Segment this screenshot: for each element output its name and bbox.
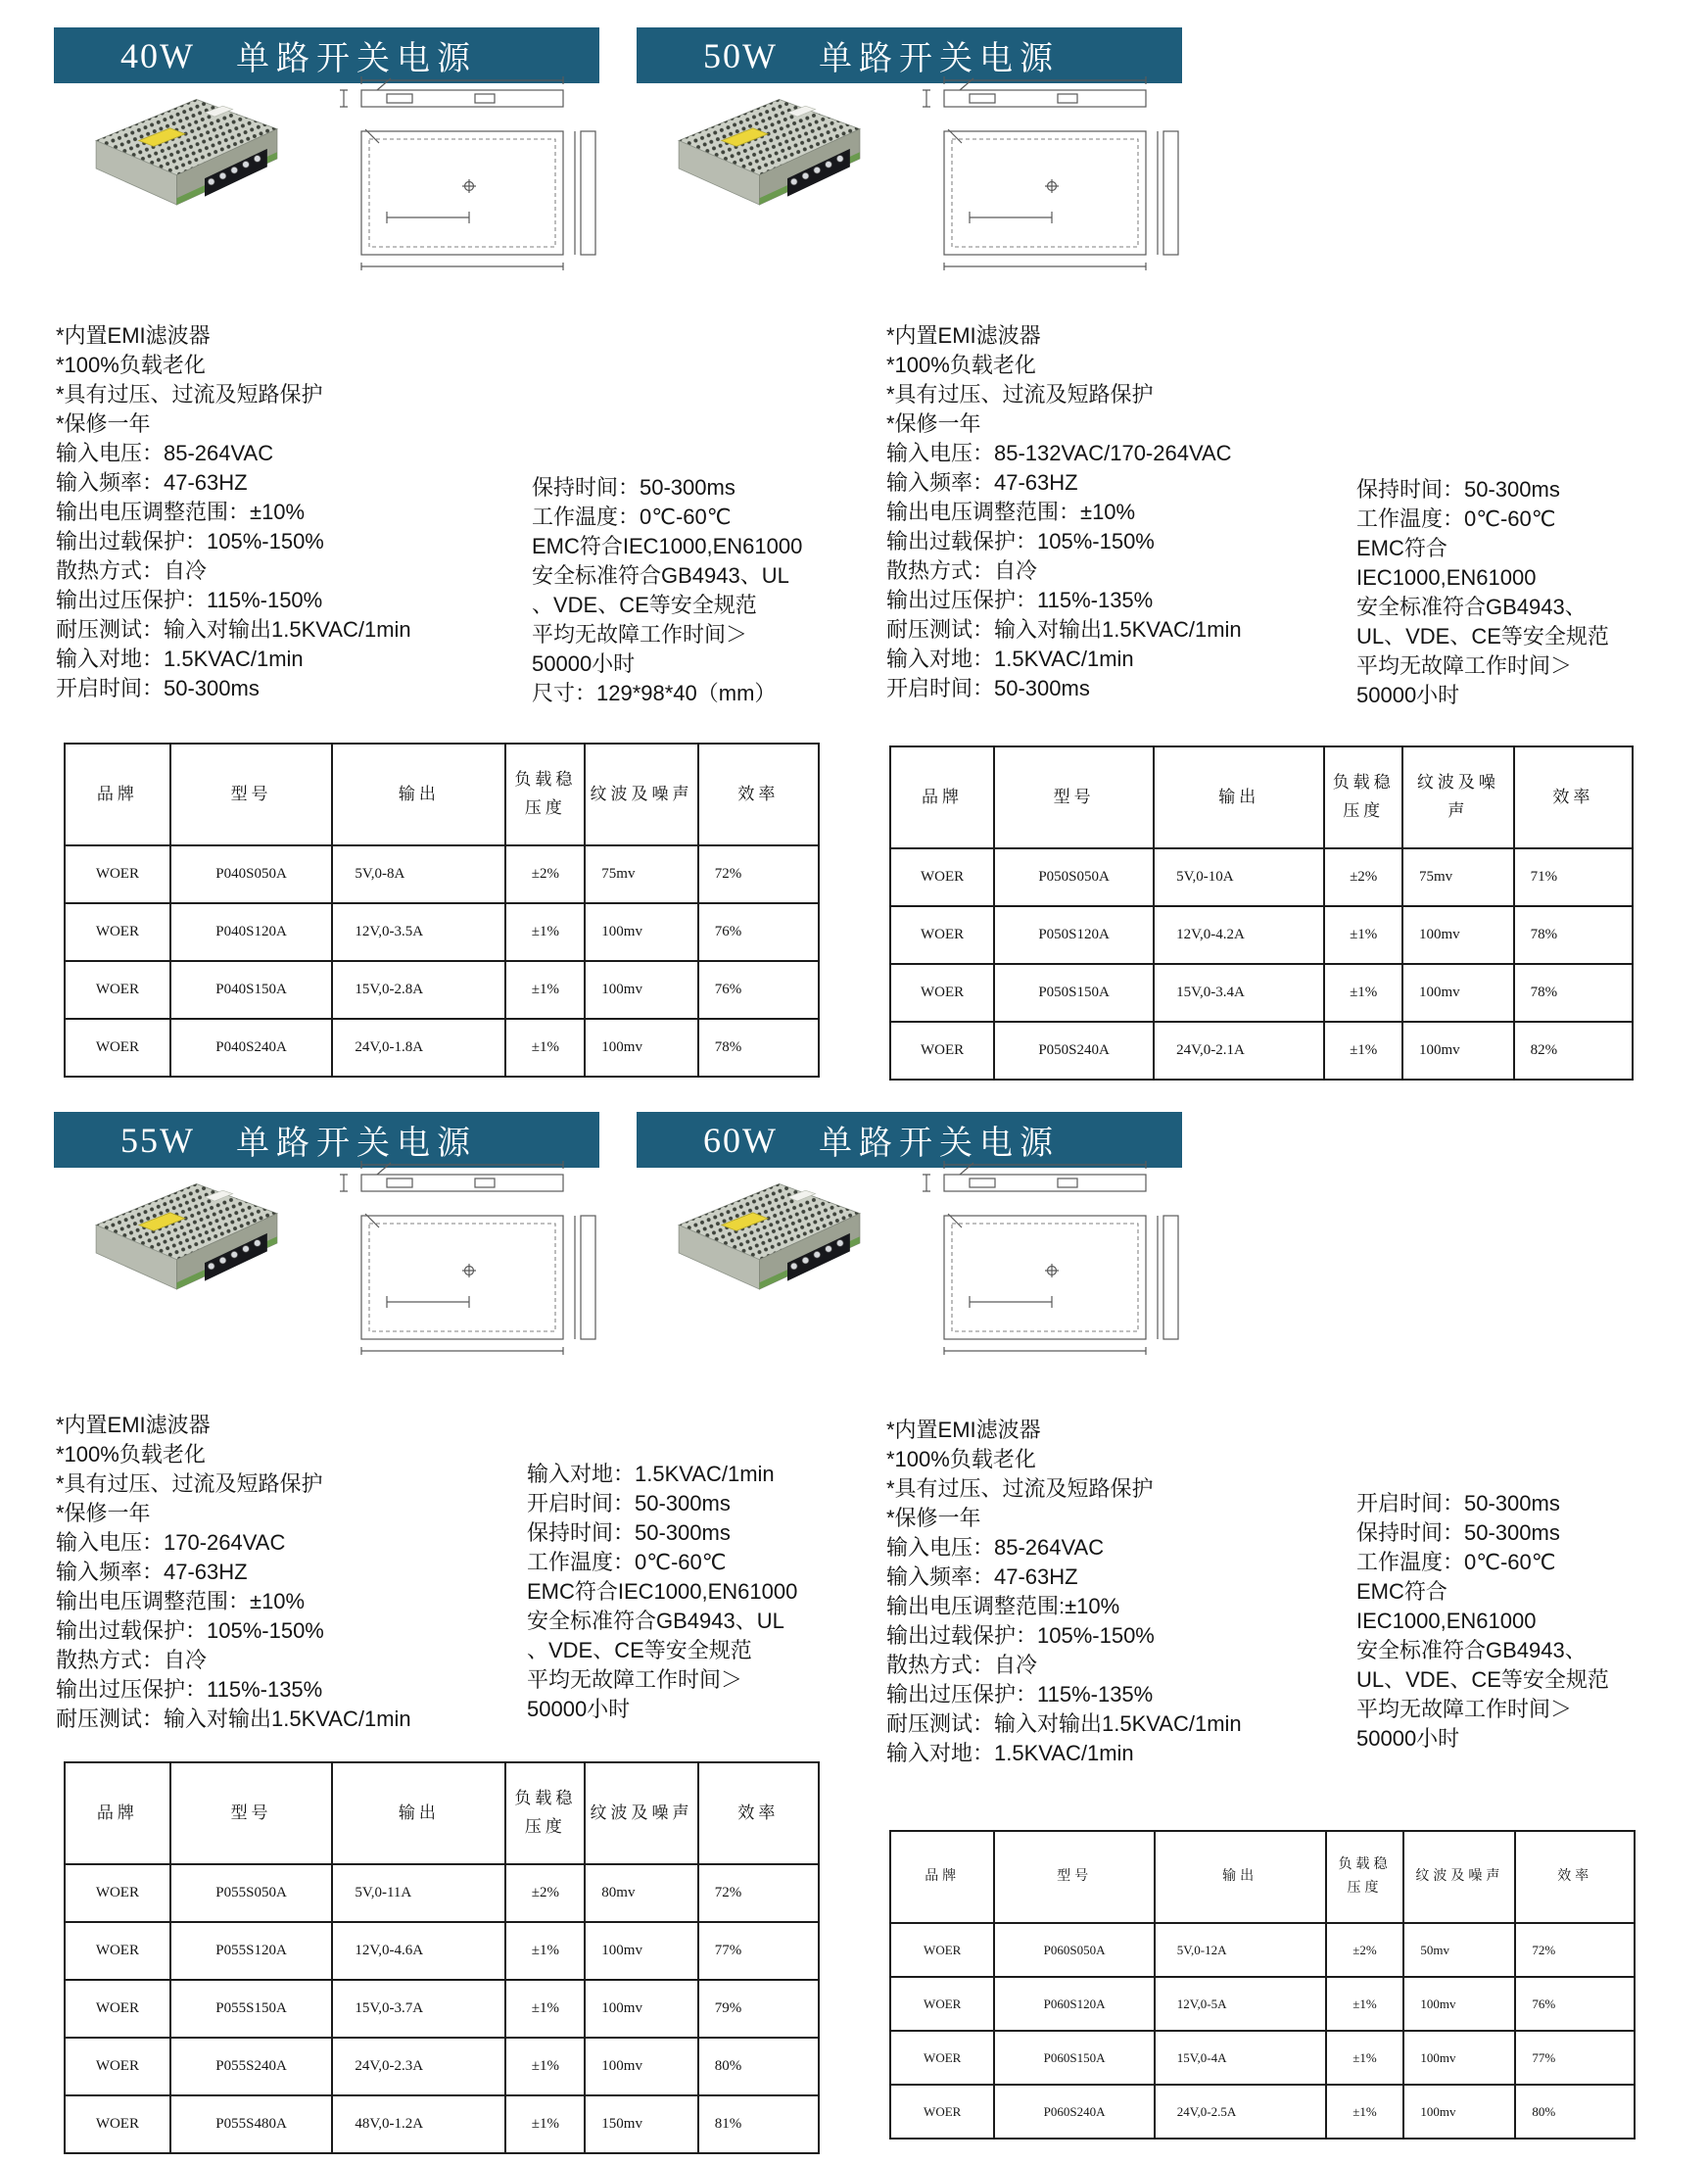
spec-line: 耐压测试：输入对输出1.5KVAC/1min bbox=[56, 617, 411, 642]
table-cell: 100mv bbox=[585, 2038, 698, 2095]
spec-line: 输出过压保护：115%-135% bbox=[56, 1677, 323, 1702]
table-cell: WOER bbox=[890, 1923, 994, 1977]
table-cell: 80% bbox=[698, 2038, 819, 2095]
spec-line: 保持时间：50-300ms bbox=[527, 1520, 731, 1545]
column-header: 效率 bbox=[698, 744, 819, 845]
spec-line: EMC符合IEC1000,EN61000 bbox=[532, 534, 803, 558]
spec-column-left bbox=[56, 1411, 565, 1734]
section-power-label: 60W bbox=[703, 1120, 778, 1160]
spec-line: *具有过压、过流及短路保护 bbox=[56, 1471, 323, 1496]
column-header: 输出 bbox=[332, 1762, 505, 1864]
column-header: 负载稳压度 bbox=[505, 744, 585, 845]
table-cell: 24V,0-2.5A bbox=[1155, 2085, 1326, 2139]
spec-line: EMC符合 bbox=[1356, 536, 1447, 560]
table-cell: 5V,0-10A bbox=[1154, 848, 1324, 906]
spec-line: 耐压测试：输入对输出1.5KVAC/1min bbox=[886, 617, 1242, 642]
table-cell: 100mv bbox=[1402, 964, 1514, 1022]
table-cell: ±1% bbox=[1326, 2031, 1404, 2085]
spec-line: *保修一年 bbox=[886, 1506, 981, 1530]
table-cell: 71% bbox=[1514, 848, 1633, 906]
section-50w bbox=[637, 27, 1655, 1081]
table-cell: 12V,0-3.5A bbox=[332, 903, 505, 961]
table-cell: P050S120A bbox=[994, 906, 1154, 964]
table-cell: WOER bbox=[65, 961, 170, 1019]
table-cell: ±2% bbox=[1326, 1923, 1404, 1977]
table-cell: 79% bbox=[698, 1980, 819, 2038]
table-cell: 5V,0-12A bbox=[1155, 1923, 1326, 1977]
table-cell: 78% bbox=[1514, 964, 1633, 1022]
table-cell: 82% bbox=[1514, 1022, 1633, 1080]
table-cell: 72% bbox=[698, 1864, 819, 1922]
spec-line: 安全标准符合GB4943、UL bbox=[527, 1609, 784, 1633]
table-cell: P040S050A bbox=[170, 845, 333, 903]
spec-column-right bbox=[1356, 1489, 1680, 1754]
table-cell: 75mv bbox=[1402, 848, 1514, 906]
spec-line: 、VDE、CE等安全规范 bbox=[527, 1638, 752, 1662]
table-cell: 5V,0-8A bbox=[332, 845, 505, 903]
column-header: 纹波及噪声 bbox=[585, 1762, 698, 1864]
table-cell: P055S120A bbox=[170, 1922, 333, 1980]
spec-line: 开启时间：50-300ms bbox=[1356, 1491, 1560, 1515]
table-cell: WOER bbox=[890, 2085, 994, 2139]
column-header: 输出 bbox=[1155, 1831, 1326, 1923]
feature-list bbox=[56, 1411, 565, 1528]
table-cell: 50mv bbox=[1403, 1923, 1515, 1977]
spec-line: 开启时间：50-300ms bbox=[886, 676, 1090, 700]
table-cell: P060S240A bbox=[994, 2085, 1154, 2139]
dimension-drawing bbox=[911, 71, 1205, 281]
table-cell: 150mv bbox=[585, 2095, 698, 2153]
spec-line: 工作温度：0℃-60℃ bbox=[527, 1550, 727, 1574]
column-header: 品牌 bbox=[890, 746, 994, 848]
table-cell: ±1% bbox=[1324, 906, 1402, 964]
section-60w bbox=[637, 1112, 1655, 2164]
spec-line: UL、VDE、CE等安全规范 bbox=[1356, 624, 1609, 649]
spec-line: 输入频率：47-63HZ bbox=[56, 1560, 248, 1584]
spec-line: 输入频率：47-63HZ bbox=[56, 470, 248, 495]
spec-line: *100%负载老化 bbox=[886, 1447, 1036, 1471]
table-cell: P055S150A bbox=[170, 1980, 333, 2038]
spec-line: 输入对地：1.5KVAC/1min bbox=[527, 1462, 775, 1486]
table-cell: ±1% bbox=[505, 1980, 585, 2038]
table-cell: 12V,0-5A bbox=[1155, 1977, 1326, 2031]
table-cell: ±1% bbox=[505, 2095, 585, 2153]
table-cell: WOER bbox=[890, 1022, 994, 1080]
spec-line: 开启时间：50-300ms bbox=[527, 1491, 731, 1515]
spec-line: 安全标准符合GB4943、UL bbox=[532, 563, 789, 588]
table-cell: 100mv bbox=[1403, 1977, 1515, 2031]
spec-line: 输出过压保护：115%-150% bbox=[56, 588, 323, 612]
table-cell: 72% bbox=[698, 845, 819, 903]
spec-line: *内置EMI滤波器 bbox=[56, 323, 211, 348]
table-cell: 100mv bbox=[1402, 906, 1514, 964]
spec-line: 输出电压调整范围：±10% bbox=[56, 500, 306, 524]
table-cell: 15V,0-3.7A bbox=[332, 1980, 505, 2038]
spec-line: 、VDE、CE等安全规范 bbox=[532, 593, 757, 617]
table-cell: 100mv bbox=[1403, 2085, 1515, 2139]
section-title: 单路开关电源 bbox=[818, 1126, 1060, 1162]
spec-line: IEC1000,EN61000 bbox=[1356, 1609, 1537, 1633]
spec-line: 工作温度：0℃-60℃ bbox=[1356, 506, 1556, 531]
column-header: 纹波及噪声 bbox=[1403, 1831, 1515, 1923]
spec-line: UL、VDE、CE等安全规范 bbox=[1356, 1667, 1609, 1692]
column-header: 型号 bbox=[170, 744, 333, 845]
dimension-drawing bbox=[328, 1155, 622, 1366]
table-cell: WOER bbox=[890, 906, 994, 964]
table-cell: P060S050A bbox=[994, 1923, 1154, 1977]
spec-table bbox=[889, 745, 1634, 1081]
table-cell: P060S150A bbox=[994, 2031, 1154, 2085]
table-cell: WOER bbox=[65, 845, 170, 903]
spec-line: *具有过压、过流及短路保护 bbox=[56, 382, 323, 407]
spec-list-left bbox=[886, 1533, 1396, 1768]
table-cell: 12V,0-4.6A bbox=[332, 1922, 505, 1980]
spec-line: 安全标准符合GB4943、 bbox=[1356, 595, 1587, 619]
table-row bbox=[890, 1977, 1635, 2031]
column-header: 效率 bbox=[698, 1762, 819, 1864]
table-cell: P055S050A bbox=[170, 1864, 333, 1922]
spec-line: 输出过压保护：115%-135% bbox=[886, 1682, 1154, 1707]
spec-list-left bbox=[886, 439, 1396, 703]
column-header: 纹波及噪声 bbox=[585, 744, 698, 845]
column-header: 负载稳压度 bbox=[505, 1762, 585, 1864]
column-header: 负载稳压度 bbox=[1326, 1831, 1404, 1923]
table-cell: P040S120A bbox=[170, 903, 333, 961]
table-cell: P060S120A bbox=[994, 1977, 1154, 2031]
spec-list-left bbox=[56, 439, 565, 703]
spec-line: 开启时间：50-300ms bbox=[56, 676, 260, 700]
dimension-drawing bbox=[328, 71, 622, 281]
spec-line: 输入电压：85-264VAC bbox=[886, 1535, 1105, 1560]
spec-table bbox=[889, 1830, 1636, 2140]
spec-line: 输出电压调整范围：±10% bbox=[886, 500, 1136, 524]
table-cell: 100mv bbox=[585, 961, 698, 1019]
table-cell: 78% bbox=[698, 1019, 819, 1077]
spec-line: 输出过载保护：105%-150% bbox=[56, 1618, 324, 1643]
column-header: 效率 bbox=[1514, 746, 1633, 848]
spec-line: *具有过压、过流及短路保护 bbox=[886, 1476, 1154, 1501]
spec-line: *内置EMI滤波器 bbox=[886, 1418, 1041, 1442]
table-cell: WOER bbox=[65, 2038, 170, 2095]
spec-line: 输出过载保护：105%-150% bbox=[56, 529, 324, 553]
table-cell: WOER bbox=[65, 2095, 170, 2153]
table-cell: 80mv bbox=[585, 1864, 698, 1922]
spec-line: 安全标准符合GB4943、 bbox=[1356, 1638, 1587, 1662]
table-cell: P040S150A bbox=[170, 961, 333, 1019]
table-row bbox=[890, 1022, 1633, 1080]
spec-line: EMC符合 bbox=[1356, 1579, 1447, 1604]
spec-line: 散热方式：自冷 bbox=[56, 558, 208, 583]
table-cell: WOER bbox=[890, 1977, 994, 2031]
spec-line: 尺寸：129*98*40（mm） bbox=[532, 681, 777, 705]
table-cell: WOER bbox=[65, 903, 170, 961]
table-cell: P050S150A bbox=[994, 964, 1154, 1022]
table-cell: 12V,0-4.2A bbox=[1154, 906, 1324, 964]
spec-line: *100%负载老化 bbox=[56, 353, 206, 377]
spec-line: 散热方式：自冷 bbox=[56, 1648, 208, 1672]
table-cell: ±1% bbox=[1326, 1977, 1404, 2031]
spec-list-right bbox=[1356, 475, 1665, 710]
table-cell: 77% bbox=[1515, 2031, 1635, 2085]
table-cell: 76% bbox=[698, 903, 819, 961]
column-header: 效率 bbox=[1515, 1831, 1635, 1923]
spec-line: 输入电压：170-264VAC bbox=[56, 1530, 286, 1555]
table-cell: WOER bbox=[890, 848, 994, 906]
table-cell: 100mv bbox=[1402, 1022, 1514, 1080]
table-row bbox=[890, 964, 1633, 1022]
section-power-label: 55W bbox=[120, 1120, 195, 1160]
spec-line: *内置EMI滤波器 bbox=[56, 1413, 211, 1437]
table-cell: ±1% bbox=[505, 1922, 585, 1980]
column-header: 输出 bbox=[1154, 746, 1324, 848]
spec-line: EMC符合IEC1000,EN61000 bbox=[527, 1579, 798, 1604]
column-header: 纹波及噪声 bbox=[1402, 746, 1514, 848]
table-cell: 24V,0-2.1A bbox=[1154, 1022, 1324, 1080]
table-cell: ±1% bbox=[505, 1019, 585, 1077]
table-cell: 78% bbox=[1514, 906, 1633, 964]
spec-line: 保持时间：50-300ms bbox=[1356, 1520, 1560, 1545]
spec-line: 输出电压调整范围:±10% bbox=[886, 1594, 1120, 1618]
product-photo bbox=[81, 86, 287, 241]
column-header: 品牌 bbox=[890, 1831, 994, 1923]
spec-column-left bbox=[56, 321, 565, 703]
table-cell: P055S240A bbox=[170, 2038, 333, 2095]
table-cell: WOER bbox=[890, 2031, 994, 2085]
table-cell: WOER bbox=[65, 1864, 170, 1922]
spec-line: 输出过压保护：115%-135% bbox=[886, 588, 1154, 612]
spec-line: 输出过载保护：105%-150% bbox=[886, 1623, 1155, 1648]
spec-column-left bbox=[886, 1416, 1396, 1768]
spec-line: 平均无故障工作时间＞ bbox=[1356, 1697, 1573, 1721]
table-cell: ±1% bbox=[1326, 2085, 1404, 2139]
spec-line: *内置EMI滤波器 bbox=[886, 323, 1041, 348]
feature-list bbox=[886, 1416, 1396, 1533]
table-cell: 100mv bbox=[585, 903, 698, 961]
table-cell: 24V,0-1.8A bbox=[332, 1019, 505, 1077]
table-cell: ±2% bbox=[505, 1864, 585, 1922]
spec-line: 输入对地：1.5KVAC/1min bbox=[886, 647, 1134, 671]
spec-line: 工作温度：0℃-60℃ bbox=[1356, 1550, 1556, 1574]
spec-line: 散热方式：自冷 bbox=[886, 1653, 1038, 1677]
spec-line: *100%负载老化 bbox=[56, 1442, 206, 1467]
section-power-label: 50W bbox=[703, 35, 778, 75]
product-photo bbox=[664, 86, 870, 241]
table-cell: 24V,0-2.3A bbox=[332, 2038, 505, 2095]
spec-line: 输入对地：1.5KVAC/1min bbox=[56, 647, 304, 671]
table-cell: 77% bbox=[698, 1922, 819, 1980]
spec-line: *保修一年 bbox=[56, 411, 151, 436]
column-header: 输出 bbox=[332, 744, 505, 845]
spec-line: 输入对地：1.5KVAC/1min bbox=[886, 1741, 1134, 1765]
section-title: 单路开关电源 bbox=[235, 41, 477, 77]
spec-line: 50000小时 bbox=[527, 1697, 631, 1721]
table-cell: ±2% bbox=[1324, 848, 1402, 906]
spec-line: 输入频率：47-63HZ bbox=[886, 470, 1078, 495]
spec-list-right bbox=[1356, 1489, 1680, 1754]
table-cell: WOER bbox=[65, 1019, 170, 1077]
column-header: 型号 bbox=[170, 1762, 333, 1864]
table-cell: WOER bbox=[65, 1922, 170, 1980]
table-cell: 72% bbox=[1515, 1923, 1635, 1977]
product-photo bbox=[81, 1171, 287, 1325]
table-cell: P050S240A bbox=[994, 1022, 1154, 1080]
spec-line: 50000小时 bbox=[1356, 683, 1460, 707]
spec-line: 平均无故障工作时间＞ bbox=[1356, 653, 1573, 678]
spec-line: 工作温度：0℃-60℃ bbox=[532, 505, 732, 529]
table-cell: 76% bbox=[1515, 1977, 1635, 2031]
spec-list-left bbox=[56, 1528, 565, 1734]
column-header: 品牌 bbox=[65, 744, 170, 845]
table-cell: ±1% bbox=[505, 903, 585, 961]
spec-line: 平均无故障工作时间＞ bbox=[527, 1667, 743, 1692]
table-cell: ±1% bbox=[505, 961, 585, 1019]
spec-line: 输入电压：85-264VAC bbox=[56, 441, 274, 465]
table-cell: ±2% bbox=[505, 845, 585, 903]
dimension-drawing bbox=[911, 1155, 1205, 1366]
table-cell: 75mv bbox=[585, 845, 698, 903]
spec-line: 输出过载保护：105%-150% bbox=[886, 529, 1155, 553]
spec-line: 50000小时 bbox=[532, 651, 636, 676]
column-header: 品牌 bbox=[65, 1762, 170, 1864]
table-row bbox=[890, 2085, 1635, 2139]
table-cell: ±1% bbox=[505, 2038, 585, 2095]
spec-line: 50000小时 bbox=[1356, 1726, 1460, 1751]
table-cell: 76% bbox=[698, 961, 819, 1019]
spec-line: 耐压测试：输入对输出1.5KVAC/1min bbox=[56, 1707, 411, 1731]
table-cell: 81% bbox=[698, 2095, 819, 2153]
table-cell: ±1% bbox=[1324, 964, 1402, 1022]
table-cell: WOER bbox=[65, 1980, 170, 2038]
spec-line: 散热方式：自冷 bbox=[886, 558, 1038, 583]
table-cell: 100mv bbox=[1403, 2031, 1515, 2085]
spec-line: *具有过压、过流及短路保护 bbox=[886, 382, 1154, 407]
spec-line: 保持时间：50-300ms bbox=[532, 475, 735, 500]
spec-line: 耐压测试：输入对输出1.5KVAC/1min bbox=[886, 1711, 1242, 1736]
table-row bbox=[890, 906, 1633, 964]
spec-column-left bbox=[886, 321, 1396, 703]
column-header: 负载稳压度 bbox=[1324, 746, 1402, 848]
spec-line: 平均无故障工作时间＞ bbox=[532, 622, 748, 647]
table-cell: 15V,0-2.8A bbox=[332, 961, 505, 1019]
product-photo bbox=[664, 1171, 870, 1325]
section-title: 单路开关电源 bbox=[235, 1126, 477, 1162]
table-row bbox=[890, 1923, 1635, 1977]
table-cell: P055S480A bbox=[170, 2095, 333, 2153]
table-cell: 15V,0-4A bbox=[1155, 2031, 1326, 2085]
table-cell: 5V,0-11A bbox=[332, 1864, 505, 1922]
table-cell: ±1% bbox=[1324, 1022, 1402, 1080]
spec-line: 输入电压：85-132VAC/170-264VAC bbox=[886, 441, 1232, 465]
column-header: 型号 bbox=[994, 746, 1154, 848]
table-cell: 100mv bbox=[585, 1922, 698, 1980]
table-row bbox=[890, 2031, 1635, 2085]
feature-list bbox=[886, 321, 1396, 439]
feature-list bbox=[56, 321, 565, 439]
table-cell: 100mv bbox=[585, 1980, 698, 2038]
table-cell: 15V,0-3.4A bbox=[1154, 964, 1324, 1022]
section-power-label: 40W bbox=[120, 35, 195, 75]
spec-line: 输入频率：47-63HZ bbox=[886, 1564, 1078, 1589]
table-cell: P050S050A bbox=[994, 848, 1154, 906]
spec-line: *保修一年 bbox=[886, 411, 981, 436]
column-header: 型号 bbox=[994, 1831, 1154, 1923]
spec-line: 保持时间：50-300ms bbox=[1356, 477, 1560, 502]
spec-line: IEC1000,EN61000 bbox=[1356, 565, 1537, 590]
table-row bbox=[890, 848, 1633, 906]
spec-line: *100%负载老化 bbox=[886, 353, 1036, 377]
table-cell: 100mv bbox=[585, 1019, 698, 1077]
table-cell: 48V,0-1.2A bbox=[332, 2095, 505, 2153]
section-title: 单路开关电源 bbox=[818, 41, 1060, 77]
table-cell: P040S240A bbox=[170, 1019, 333, 1077]
spec-line: *保修一年 bbox=[56, 1501, 151, 1525]
spec-line: 输出电压调整范围：±10% bbox=[56, 1589, 306, 1613]
spec-column-right bbox=[1356, 475, 1665, 710]
table-cell: WOER bbox=[890, 964, 994, 1022]
table-cell: 80% bbox=[1515, 2085, 1635, 2139]
